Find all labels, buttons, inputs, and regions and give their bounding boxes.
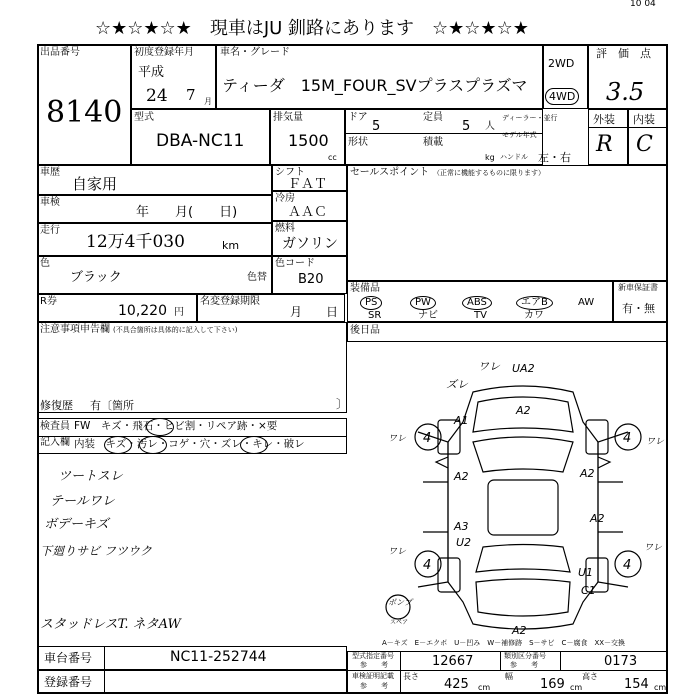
tire-rr: 4	[623, 558, 632, 573]
inspection-row-fw: FW キズ・飛石・ヒビ割・リペア跡・×要	[74, 420, 278, 432]
month-unit: 月	[204, 97, 212, 106]
mark-a2-left: A2	[454, 470, 469, 483]
color-value: ブラック	[70, 270, 122, 285]
repair-label: 修復歴	[40, 399, 73, 412]
arrival-label: 後日品	[350, 325, 380, 336]
cert-label: 型式指定番号	[352, 652, 394, 660]
wid-label: 幅	[505, 672, 513, 681]
tire-fr: 4	[623, 431, 632, 446]
notes-sub: (不具合箇所は具体的に記入して下さい)	[113, 326, 238, 334]
drive-4wd: 4WD	[545, 88, 579, 105]
arrival-box	[347, 322, 668, 342]
history-label: 車歴	[40, 167, 60, 178]
ext-label: 外装	[593, 113, 615, 126]
int-value: C	[636, 132, 653, 157]
int-label: 内装	[633, 113, 655, 126]
deadline-label: 名変登録期限	[200, 296, 260, 307]
dealer-label: ディーラー・並行	[502, 114, 558, 122]
disp-value: 1500	[288, 131, 329, 150]
colorcode-label: 色コード	[275, 258, 315, 269]
wear-fl: ワレ	[388, 434, 407, 444]
mileage-label: 走行	[40, 225, 60, 236]
mark-a2-right-rear: A2	[590, 512, 605, 525]
hgt-value: 154	[624, 677, 649, 692]
wid-value: 169	[540, 677, 565, 692]
note-4: 下廻りサビ フツウク	[40, 544, 152, 558]
mark-a2-right: A2	[580, 467, 595, 480]
recolor-label: 色替	[247, 272, 267, 283]
hgt-unit: cm	[654, 683, 667, 692]
kg-unit: kg	[485, 153, 495, 162]
ac-label: 冷房	[275, 193, 295, 204]
inspection-label-2: 記入欄	[40, 437, 70, 448]
mark-u1: U1	[578, 566, 594, 579]
fuel-value: ガソリン	[282, 236, 338, 252]
yen-unit: 円	[174, 307, 184, 318]
colorcode-value: B20	[298, 272, 324, 287]
equip-abs: ABS	[462, 296, 492, 310]
warranty-value: 有・無	[622, 302, 655, 315]
equip-ps: PS	[360, 296, 382, 310]
ac-value: ＡＡＣ	[288, 205, 328, 220]
doors: 5	[372, 119, 381, 134]
grade-label: 評 価 点	[596, 47, 651, 60]
banner: ☆★☆★☆★ 現車はJU 釧路にあります ☆★☆★☆★	[95, 18, 529, 39]
model-value: DBA-NC11	[156, 131, 245, 151]
note-1: ツートスレ	[58, 469, 123, 484]
tire-fl: 4	[423, 431, 432, 446]
mileage-value: 12万4千030	[86, 232, 185, 252]
mark-a3: A3	[454, 520, 469, 533]
cert-sub: 参 考	[360, 661, 388, 669]
reg-month: 7	[186, 86, 196, 104]
km-unit: km	[222, 239, 240, 252]
seat-unit: 人	[485, 121, 495, 132]
mark-a2-rear: A2	[512, 624, 527, 637]
len-value: 425	[444, 677, 469, 692]
mark-a1: A1	[454, 414, 469, 427]
lot-number: 8140	[46, 95, 123, 130]
equip-label: 装備品	[350, 283, 380, 294]
equip-airbag: エアB	[516, 296, 553, 310]
equip-leather: カワ	[524, 310, 544, 321]
notes-box	[37, 322, 347, 413]
seat-label: 定員	[423, 112, 443, 123]
hgt-label: 高さ	[582, 672, 598, 681]
class-label: 類別区分番号	[504, 652, 546, 660]
circle-mark-scratch	[104, 436, 132, 454]
notes-label: 注意事項申告欄	[40, 324, 110, 335]
mark-ua2: UA2	[512, 362, 535, 375]
regno-label: 登録番号	[44, 675, 93, 689]
wear-fr: ワレ	[646, 437, 665, 447]
modelyear-label: モデル年式	[502, 131, 537, 139]
shift-label: シフト	[275, 167, 305, 178]
shape-label: 形状	[348, 137, 368, 148]
equip-aw: AW	[578, 297, 595, 308]
len-label: 長さ	[403, 672, 419, 681]
mark-c1: C1	[581, 584, 596, 597]
seats: 5	[462, 119, 471, 134]
sales-point-box	[347, 165, 668, 281]
sales-note: （正常に機能するものに限ります）	[433, 169, 545, 177]
circle-mark-stain	[139, 436, 167, 454]
disp-unit: cc	[328, 153, 337, 162]
size-sub: 参 考	[360, 682, 388, 690]
spare-label: スペア	[390, 619, 409, 626]
class-sub: 参 考	[510, 661, 538, 669]
equip-sr: SR	[368, 310, 382, 321]
mark-a2-front: A2	[516, 404, 531, 417]
inspection-label-1: 検査員	[40, 421, 70, 432]
load-label: 積載	[423, 137, 443, 148]
grade-value: 3.5	[606, 78, 645, 106]
class-value: 0173	[604, 654, 638, 669]
note-5: スタッドレスT. ネタAW	[40, 617, 181, 632]
cert-value: 12667	[432, 654, 474, 669]
reg-label: 初度登録年月	[134, 47, 194, 58]
sales-label: セールスポイント	[350, 167, 430, 178]
damage-legend: A－キズ E－エクボ U－凹み W－補修跡 S－サビ C－腐食 XX－交換	[382, 639, 626, 647]
len-unit: cm	[478, 683, 491, 692]
wear-rl: ワレ	[388, 547, 407, 557]
car-damage-diagram	[378, 362, 668, 637]
history-value: 自家用	[72, 175, 118, 193]
equip-pw: PW	[410, 296, 436, 310]
repair-bracket: 〕	[336, 397, 349, 411]
name-label: 車名・グレード	[220, 47, 290, 58]
drive-2wd: 2WD	[548, 57, 575, 70]
mark-misalign: ズレ	[446, 378, 468, 391]
size-label: 車検証明記載	[352, 672, 394, 680]
shaken-value: 年 月( 日)	[136, 205, 238, 220]
circle-mark-misalign	[240, 436, 268, 454]
circle-mark-flying-stone	[146, 418, 174, 436]
corner-mark: 10 04	[630, 0, 656, 9]
ext-value: R	[596, 132, 613, 157]
recycle-value: 10,220	[118, 303, 167, 319]
chassis-value: NC11-252744	[170, 649, 267, 665]
mark-top-crack: ワレ	[478, 362, 500, 373]
lot-label: 出品番号	[40, 47, 80, 58]
handle-label: ハンドル	[500, 153, 528, 161]
wear-rr: ワレ	[644, 543, 663, 553]
reg-year: 24	[146, 86, 168, 106]
warranty-label: 新車保証書	[618, 283, 658, 292]
chassis-label: 車台番号	[44, 651, 93, 665]
equip-navi: ナビ	[418, 310, 438, 321]
note-3: ボデーキズ	[44, 517, 109, 532]
shaken-label: 車検	[40, 197, 60, 208]
shift-value: ＦＡＴ	[288, 177, 328, 192]
recycle-label: R券	[40, 296, 57, 307]
disp-label: 排気量	[273, 112, 303, 123]
repair-value: 有〔箇所	[90, 399, 134, 412]
equip-tv: TV	[474, 310, 487, 321]
car-name: ティーダ 15M_FOUR_SVプラスプラズマ	[222, 76, 528, 95]
wid-unit: cm	[570, 683, 583, 692]
door-label: ドア	[348, 112, 368, 123]
color-label: 色	[40, 258, 50, 269]
fuel-label: 燃料	[275, 223, 295, 234]
spare-mark: ポンプ	[388, 598, 412, 607]
mark-u2: U2	[456, 536, 472, 549]
inspection-row-interior: 内装 キズ・汚レ・コゲ・穴・ズレ・キレ・破レ	[74, 438, 305, 450]
deadline-value: 月 日	[290, 305, 339, 319]
note-2: テールワレ	[50, 494, 115, 509]
tire-rl: 4	[423, 558, 432, 573]
model-label: 型式	[134, 112, 154, 123]
era: 平成	[138, 65, 165, 80]
handle-value: 左・右	[538, 151, 571, 164]
